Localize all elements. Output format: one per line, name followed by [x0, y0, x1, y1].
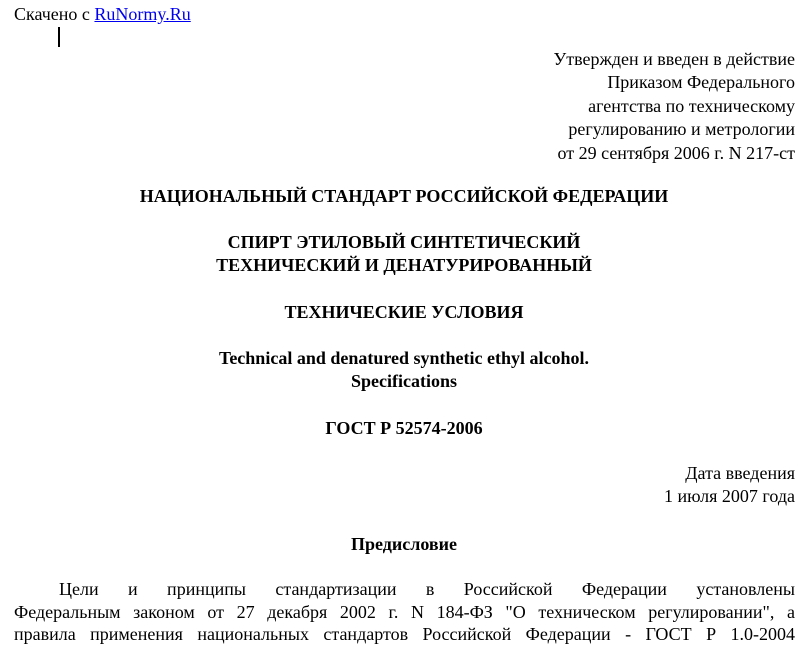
- approval-block: [553, 48, 795, 165]
- national-standard-title: НАЦИОНАЛЬНЫЙ СТАНДАРТ РОССИЙСКОЙ ФЕДЕРАЦИИ: [139, 186, 669, 206]
- gost-number: ГОСТ Р 52574-2006: [325, 418, 483, 438]
- text-cursor: [58, 27, 60, 47]
- foreword-heading-block: [0, 533, 795, 556]
- gost-number-block: [0, 417, 795, 440]
- standard-name-line-2: ТЕХНИЧЕСКИЙ И ДЕНАТУРИРОВАННЫЙ: [216, 254, 592, 275]
- approval-line: от 29 сентября 2006 г. N 217-ст: [557, 142, 795, 163]
- source-link[interactable]: RuNormy.Ru: [94, 4, 191, 24]
- foreword-heading: Предисловие: [351, 534, 457, 554]
- introduction-label: Дата введения: [685, 463, 795, 483]
- national-standard-heading: [0, 185, 795, 208]
- english-title-line-2: Specifications: [351, 370, 457, 391]
- english-title-block: [0, 347, 795, 392]
- english-title-line-1: Technical and denatured synthetic ethyl alcohol.: [218, 348, 590, 368]
- source-prefix: Скачено с: [14, 4, 95, 24]
- approval-line: регулированию и метрологии: [568, 119, 795, 140]
- standard-name-heading: [0, 231, 795, 276]
- introduction-date: 1 июля 2007 года: [664, 486, 795, 507]
- standard-name-line-1: СПИРТ ЭТИЛОВЫЙ СИНТЕТИЧЕСКИЙ: [227, 232, 581, 252]
- specifications-heading: [0, 301, 795, 324]
- foreword-line-3: правила применения национальных стандартов Российской Федерации - ГОСТ Р 1.0-2004: [14, 624, 795, 645]
- source-note: [14, 4, 191, 25]
- foreword-line-1: Цели и принципы стандартизации в Российской Федерации установлены: [59, 579, 795, 599]
- foreword-paragraph: [14, 578, 795, 646]
- approval-line: Приказом Федерального: [607, 72, 795, 93]
- specifications-title: ТЕХНИЧЕСКИЕ УСЛОВИЯ: [284, 302, 524, 322]
- approval-line: агентства по техническому: [588, 95, 795, 116]
- introduction-date-block: [664, 462, 795, 509]
- foreword-line-2: Федеральным законом от 27 декабря 2002 г. N 184-ФЗ "О техническом регулировании", а: [14, 601, 795, 622]
- approval-line: Утвержден и введен в действие: [553, 49, 795, 69]
